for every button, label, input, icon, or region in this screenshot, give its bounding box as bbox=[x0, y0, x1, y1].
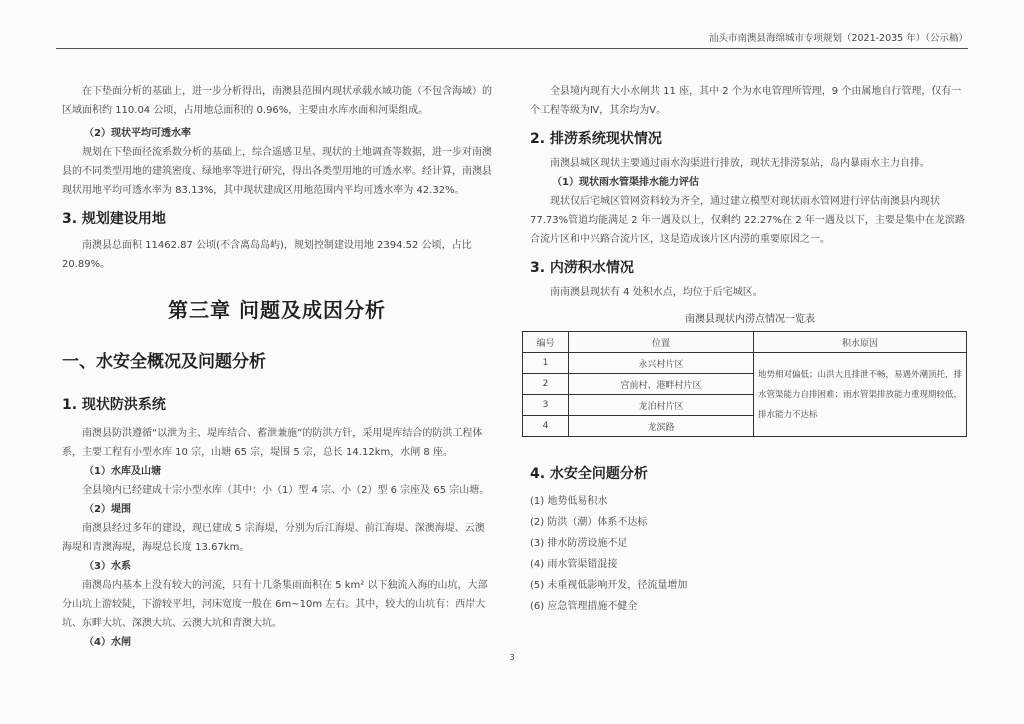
paragraph: 全县境内现有大小水闸共 11 座，其中 2 个为水电管理所管理，9 个由属地自行管理，仅有一个工程等级为Ⅳ，其余均为Ⅴ。 bbox=[530, 86, 962, 116]
paragraph: 全县境内已经建成十宗小型水库（其中：小（1）型 4 宗、小（2）型 6 宗座及 65 宗山塘。 bbox=[82, 485, 490, 496]
list-item: (5) 未重视低影响开发，径流量增加 bbox=[530, 580, 688, 591]
row-number: 3 bbox=[523, 395, 569, 416]
table-row bbox=[523, 353, 967, 374]
header-cell: 位置 bbox=[569, 332, 754, 353]
subheading: （2）堤围 bbox=[84, 504, 131, 515]
list-item: (4) 雨水管渠错混接 bbox=[530, 559, 618, 570]
section-title: 一、水安全概况及问题分析 bbox=[62, 352, 266, 372]
section-heading: 2. 排涝系统现状情况 bbox=[530, 131, 662, 147]
paragraph: 现状仅后宅城区管网资料较为齐全，通过建立模型对现状雨水管网进行评估南澳县内现状 77.73%管道均能满足 2 年一遇及以上，仅剩约 22.27%在 2 年一遇及以下，主要是集中在龙滨路合流片区和中兴路合流片区，这是造成该片区内涝的重要原因之一。 bbox=[530, 196, 965, 245]
row-number: 4 bbox=[523, 416, 569, 437]
page-number: 3 bbox=[509, 653, 515, 662]
chapter-title: 第三章 问题及成因分析 bbox=[168, 298, 386, 322]
subheading: （1）现状雨水管渠排水能力评估 bbox=[552, 177, 699, 188]
section-heading: 1. 现状防洪系统 bbox=[62, 397, 166, 413]
list-item: (6) 应急管理措施不健全 bbox=[530, 601, 638, 612]
table-header-row bbox=[523, 332, 967, 353]
paragraph: 南澳县防洪遵循“以泄为主、堤库结合、蓄泄兼施”的防洪方针，采用堤库结合的防洪工程体系，主要工程有小型水库 10 宗，山塘 65 宗，堤围 5 宗，总长 14.12km，水闸 8 座。 bbox=[62, 428, 483, 458]
paragraph: 南南澳县现状有 4 处积水点，均位于后宅城区。 bbox=[550, 287, 763, 298]
header-cell: 编号 bbox=[523, 332, 569, 353]
section-heading: 3. 内涝积水情况 bbox=[530, 260, 634, 276]
row-location: 宫前村、港畔村片区 bbox=[569, 374, 754, 395]
paragraph: 南澳县经过多年的建设，现已建成 5 宗海堤，分别为后江海堤、前江海堤、深澳海堤、云澳海堤和青澳海堤，海堤总长度 13.67km。 bbox=[62, 523, 485, 553]
row-location: 永兴村片区 bbox=[569, 353, 754, 374]
paragraph: 规划在下垫面径流系数分析的基础上，综合遥感卫星、现状的土地调查等数据，进一步对南澳县的不同类型用地的建筑密度、绿地率等进行研究，得出各类型用地的可透水率。经计算，南澳县现状用地平均可透水率为 83.13%，其中现状建成区用地范围内平均可透水率为 42.32%。 bbox=[62, 147, 492, 196]
running-header: 汕头市南澳县海绵城市专项规划（2021-2035 年）（公示稿） bbox=[56, 30, 968, 49]
paragraph: 南澳县总面积 11462.87 公顷(不含离岛岛屿)，规划控制建设用地 2394.52 公顷，占比 20.89%。 bbox=[62, 240, 472, 270]
list-item: (1) 地势低易积水 bbox=[530, 496, 608, 507]
list-item: (3) 排水防涝设施不足 bbox=[530, 538, 628, 549]
row-location: 龙滨路 bbox=[569, 416, 754, 437]
waterlogging-table bbox=[522, 331, 967, 437]
paragraph: 南澳县城区现状主要通过雨水沟渠进行排放，现状无排涝泵站，岛内暴雨水主力自排。 bbox=[550, 158, 930, 169]
row-number: 1 bbox=[523, 353, 569, 374]
row-location: 龙泊村片区 bbox=[569, 395, 754, 416]
section-heading: 4. 水安全问题分析 bbox=[530, 466, 648, 482]
left-column bbox=[62, 82, 492, 652]
subheading: （3）水系 bbox=[84, 561, 131, 572]
subheading: （1）水库及山塘 bbox=[84, 466, 161, 477]
subheading: （4）水闸 bbox=[84, 637, 131, 648]
paragraph: 在下垫面分析的基础上，进一步分析得出，南澳县范围内现状承载水域功能（不包含海域）的区域面积约 110.04 公顷，占用地总面积的 0.96%，主要由水库水面和河渠组成。 bbox=[62, 86, 492, 116]
cause-cell: 地势相对偏低；山洪大且排泄不畅，易遇外潮顶托，排水管渠能力自排困难；雨水管渠排放能力重现期较低，排水能力不达标 bbox=[754, 353, 967, 437]
paragraph: 南澳岛内基本上没有较大的河流，只有十几条集雨面积在 5 km² 以下独流入海的山坑，大部分山坑上游较陡，下游较平坦，河床宽度一般在 6m~10m 左右。其中，较大的山坑有：西岸大坑、东畔大坑、深澳大坑、云澳大坑和青澳大坑。 bbox=[62, 580, 488, 629]
header-cell: 积水原因 bbox=[754, 332, 967, 353]
right-column bbox=[530, 82, 970, 617]
row-number: 2 bbox=[523, 374, 569, 395]
subheading: （2）现状平均可透水率 bbox=[84, 128, 191, 139]
table-caption: 南澳县现状内涝点情况一览表 bbox=[685, 314, 815, 325]
section-heading: 3. 规划建设用地 bbox=[62, 211, 166, 227]
list-item: (2) 防洪（潮）体系不达标 bbox=[530, 517, 648, 528]
